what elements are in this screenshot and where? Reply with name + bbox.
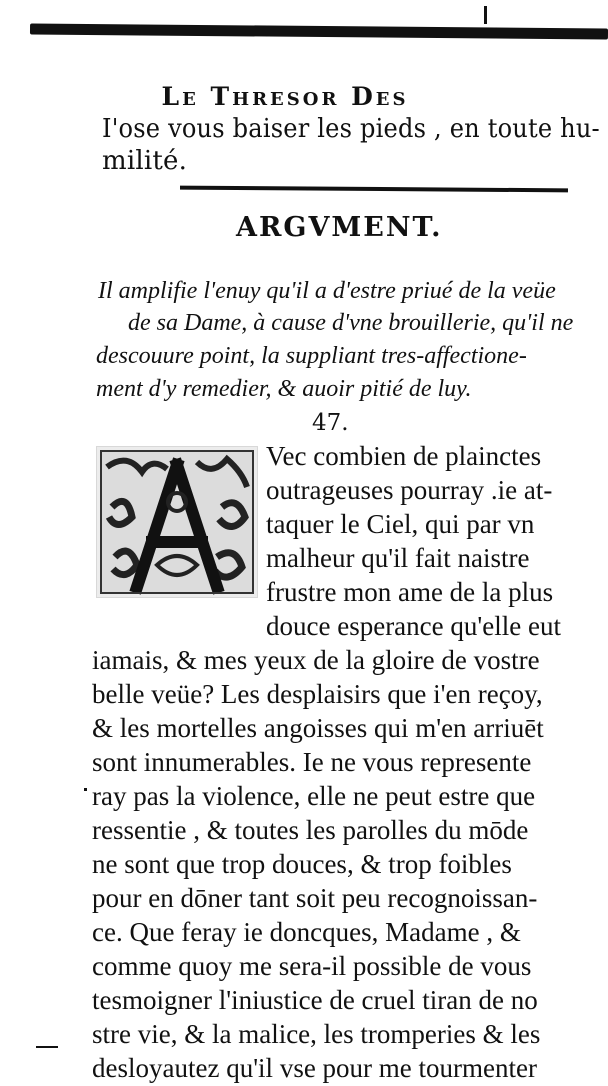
argument-line-1: Il amplifie l'enuy qu'il a d'estre priué de la veüe [98, 278, 556, 304]
text-line-14: pour en dōner tant soit peu recognoissan- [92, 883, 538, 913]
text-line-1: Vec combien de plainctes [266, 441, 542, 471]
text-line-10: sont innumerables. Ie ne vous represente [92, 747, 532, 777]
text-line-13: ne sont que trop douces, & trop foibles [92, 849, 512, 879]
text-line-16: comme quoy me sera-il possible de vous [92, 951, 532, 981]
argument-line-3: descouure point, la suppliant tres-affectione- [96, 343, 527, 369]
bottom-margin-mark [36, 1046, 58, 1048]
section-divider-rule [180, 186, 568, 193]
text-line-8: belle veüe? Les desplaisirs que i'en reçoy, [92, 679, 543, 709]
text-line-2: outrageuses pourray .ie at- [266, 475, 553, 505]
text-line-5: frustre mon ame de la plus [266, 577, 554, 607]
sonnet-number: 47. [312, 410, 349, 436]
text-line-9: & les mortelles angoisses qui m'en arriuēt [92, 713, 544, 743]
text-line-4: malheur qu'il fait naistre [266, 543, 530, 573]
text-line-3: taquer le Ciel, qui par vn [266, 509, 535, 539]
top-rule-tick [484, 6, 487, 24]
text-line-11: ray pas la violence, elle ne peut estre que [92, 781, 536, 811]
text-line-18: stre vie, & la malice, les tromperies & les [92, 1019, 541, 1049]
margin-mark [84, 788, 87, 791]
section-title: ARGVMENT. [236, 212, 443, 243]
opening-line-2: milité. [102, 146, 188, 176]
text-line-19: desloyautez qu'il vse pour me tourmenter [92, 1053, 537, 1083]
ornamental-initial [96, 446, 258, 598]
argument-line-2: de sa Dame, à cause d'vne brouillerie, qu'il ne [128, 310, 574, 336]
top-rule [30, 23, 608, 39]
opening-line-1: I'ose vous baiser les pieds , en toute hu- [102, 114, 600, 144]
text-line-6: douce esperance qu'elle eut [266, 611, 561, 641]
text-line-15: ce. Que feray ie doncques, Madame , & [92, 917, 521, 947]
argument-line-4: ment d'y remedier, & auoir pitié de luy. [96, 376, 472, 402]
text-line-12: ressentie , & toutes les parolles du mōde [92, 815, 529, 845]
running-head: Le Thresor Des [161, 82, 409, 111]
ornamental-initial-graphic [97, 447, 257, 597]
text-line-17: tesmoigner l'iniustice de cruel tiran de no [92, 985, 538, 1015]
text-line-7: iamais, & mes yeux de la gloire de vostre [92, 645, 540, 675]
